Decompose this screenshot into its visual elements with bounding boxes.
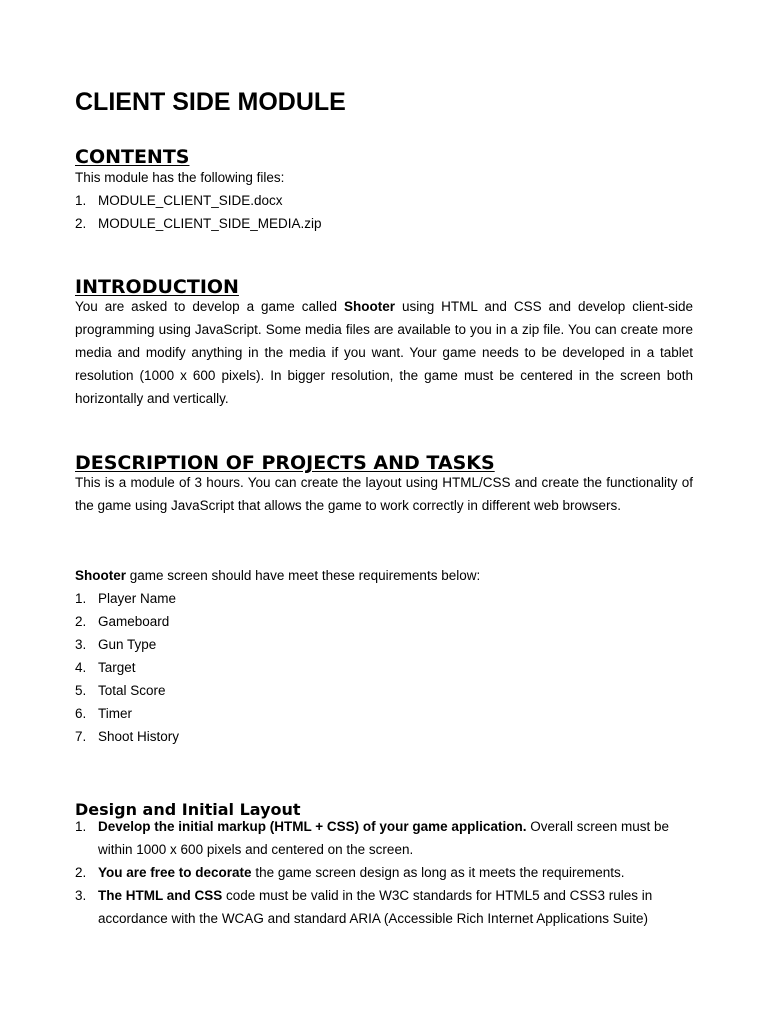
description-paragraph: This is a module of 3 hours. You can create the layout using HTML/CSS and create the functionality of the game using JavaScript that allows the game to work correctly in different web browsers.	[75, 475, 693, 513]
list-item: 4. Target	[75, 660, 136, 675]
list-item: 7. Shoot History	[75, 729, 180, 744]
list-item: 1. MODULE_CLIENT_SIDE.docx	[75, 193, 283, 208]
list-item: 2. Gameboard	[75, 614, 170, 629]
list-item: 2. MODULE_CLIENT_SIDE_MEDIA.zip	[75, 216, 322, 231]
document-title: CLIENT SIDE MODULE	[75, 88, 346, 116]
requirements-list	[75, 587, 695, 748]
list-item: 6. Timer	[75, 706, 132, 721]
game-name: Shooter	[343, 299, 395, 314]
contents-intro: This module has the following files:	[75, 170, 285, 185]
requirements-intro: Shooter game screen should have meet these requirements below:	[75, 568, 481, 583]
contents-heading: CONTENTS	[75, 146, 190, 168]
list-item: 3. Gun Type	[75, 637, 157, 652]
list-item: 1. Develop the initial markup (HTML + CSS) of your game application. Overall screen must be within 1000 x 600 pixels and centered on the screen.	[75, 819, 670, 857]
description-heading: DESCRIPTION OF PROJECTS AND TASKS	[75, 452, 495, 474]
list-item: 5. Total Score	[75, 683, 166, 698]
design-heading: Design and Initial Layout	[75, 800, 301, 819]
introduction-paragraph: You are asked to develop a game called Shooter using HTML and CSS and develop client-side programming using JavaScript. Some media files are available to you in a zip file. You can create more media and modify anything in the media if you want. Your game needs to be developed in a tablet resolution (1000 x 600 pixels). In bigger resolution, the game must be centered in the screen both horizontally and vertically.	[75, 299, 694, 406]
list-item: 2. You are free to decorate the game screen design as long as it meets the requirements.	[75, 865, 625, 880]
introduction-heading: INTRODUCTION	[75, 276, 239, 298]
list-item: 1. Player Name	[75, 591, 177, 606]
contents-file-list	[75, 189, 695, 235]
list-item: 3. The HTML and CSS code must be valid in the W3C standards for HTML5 and CSS3 rules in accordance with the WCAG and standard ARIA (Accessible Rich Internet Applications Suite)	[75, 888, 653, 926]
design-list	[75, 815, 695, 930]
